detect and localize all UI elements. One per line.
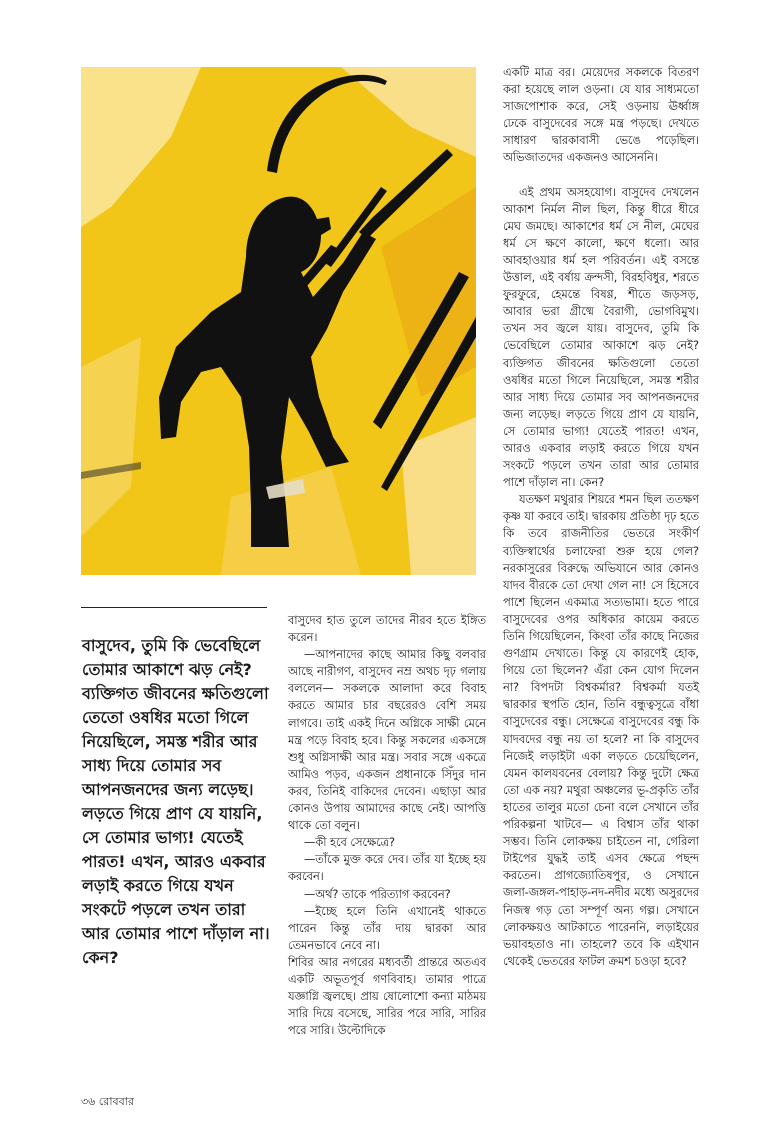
- paragraph: —তাঁকে মুক্ত করে দেব। তাঁর যা ইচ্ছে হয় করবেন।: [288, 853, 486, 884]
- paragraph: —কী হবে সেক্ষেত্রে?: [304, 836, 395, 850]
- pull-quote: বাসুদেব, তুমি কি ভেবেছিলে তোমার আকাশে ঝড় নেই? ব্যক্তিগত জীবনের ক্ষতিগুলো তেতো ওষধির মতো গিলে নিয়েছিলে, সমস্ত শরীর আর সাধ্য দিয়ে তোমার সব আপনজনদের জন্য লড়েছ। লড়তে গিয়ে প্রাণ যে যায়নি, সে তোমার ভাগ্য! যেতেই পারত! এখন, আরও একবার লড়াই করতে গিয়ে যখন সংকটে পড়লে তখন তারা আর তোমার পাশে দাঁড়াল না। কেন?: [82, 636, 270, 967]
- paragraph: —আপনাদের কাছে আমার কিছু বলবার আছে নারীগণ, বাসুদেব নম্র অথচ দৃঢ় গলায় বললেন— সকলকে আলাদা করে বিবাহ করতে আমার চার বছরেরও বেশি সময় লাগবে। তাই একই দিনে অগ্নিকে সাক্ষী মেনে মন্ত্র পড়ে বিবাহ হবে। কিন্তু সকলের একসঙ্গে শুধু অগ্নিসাক্ষী আর মন্ত্র। সবার সঙ্গে একত্রে আমিও পড়ব, একজন প্রধানাকে সিঁদুর দান করব, তিনিই বাকিদের দেবেন। এছাড়া আর কোনও উপায় আমাদের কাছে নেই। আপত্তি থাকে তো বলুন।: [288, 648, 486, 833]
- page-folio: ৩৬ রোববার: [81, 1095, 134, 1108]
- paragraph: —অর্থ? তাকে পরিত্যাগ করবেন?: [304, 887, 451, 901]
- paragraph: একটি মাত্র বর। মেয়েদের সকলকে বিতরণ করা হয়েছে লাল ওড়না। যে যার সাধ্যমতো সাজপোশাক করে, সেই ওড়নায় ঊর্ধ্বাঙ্গ ঢেকে বাসুদেবের সঙ্গে মন্ত্র পড়ছে। দেখতে সাধারণ দ্বারকাবাসী ভেঙে পড়েছিল। অভিজাতদের একজনও আসেননি।: [503, 66, 699, 165]
- paragraph: যতক্ষণ মথুরার শিয়রে শমন ছিল ততক্ষণ কৃষ্ণ যা করবে তাই। দ্বারকায় প্রতিষ্ঠা দৃঢ় হতে কি তবে রাজনীতির ভেতরে সংকীর্ণ ব্যক্তিস্বার্থের চলাফেরা শুরু হয়ে গেল? নরকাসুরের বিরুদ্ধে অভিযানে আর কোনও যাদব বীরকে তো দেখা গেল না! সে হিসেবে পাশে ছিলেন একমাত্র সত্যভামা। হতে পারে বাসুদেবের ওপর অধিকার কায়েম করতে তিনি গিয়েছিলেন, কিংবা তাঁর কাছে নিজের গুণগ্রাম দেখাতে। কিন্তু যে কারণেই হোক, গিয়ে তো ছিলেন? এঁরা কেন যোগ দিলেন না? বিপদটা বিশ্বকর্মার? বিশ্বকর্মা যতই দ্বারকার স্থপতি হোন, তিনি বন্ধুত্বসূত্রে বাঁধা বাসুদেবের বন্ধু। সেক্ষেত্রে বাসুদেবের বন্ধু কি যাদবদের বন্ধু নয় তা হলে? না কি বাসুদেব নিজেই লড়াইটা একা লড়তে চেয়েছিলেন, যেমন কালযবনের বেলায়? কিন্তু দুটো ক্ষেত্র তো এক নয়? মথুরা অঞ্চলের ভূ-প্রকৃতি তাঁর হাতের তালুর মতো চেনা বলে সেখানে তাঁর পরিকল্পনা খাটবে— এ বিশ্বাস তাঁর থাকা সম্ভব। তিনি লোকক্ষয় চাইতেন না, গেরিলা টাইপের যুদ্ধই তাই এসব ক্ষেত্রে পছন্দ করতেন। প্রাগজ্যোতিষপুর, ও সেখানে জলা-জঙ্গল-পাহাড়-নদ-নদীর মধ্যে অসুরদের নিজস্ব গড় তো সম্পূর্ণ অন্য গল্প। সেখানে লোকক্ষয়ও আটকাতে পারেননি, লড়াইয়ের ভয়াবহতাও না। তাহলে? তবে কি এইখান থেকেই ভেতরের ফাটল ক্রমশ চওড়া হবে?: [503, 493, 699, 968]
- paragraph: —ইচ্ছে হলে তিনি এখানেই থাকতে পারেন কিন্তু তাঁর দায় দ্বারকা আর তেমনভাবে নেবে না।: [288, 904, 486, 952]
- paragraph: এই প্রথম অসহযোগ। বাসুদেব দেখলেন আকাশ নির্মল নীল ছিল, কিন্তু ধীরে ধীরে মেঘ জমছে। আকাশের ধর্ম সে নীল, মেঘের ধর্ম সে ক্ষণে কালো, ক্ষণে ধলো। আর আবহাওয়ার ধর্ম হল পরিবর্তন। এই বসন্তে উত্তাল, এই বর্ষায় ক্রন্দসী, বিরহবিধুর, শরতে ফুরফুরে, হেমন্তে বিষণ্ণ, শীতে জড়সড়, আবার ভরা গ্রীষ্মে বৈরাগী, ভোগবিমুখ। তখন সব জ্বলে যায়। বাসুদেব, তুমি কি ভেবেছিলে তোমার আকাশে ঝড় নেই? ব্যক্তিগত জীবনের ক্ষতিগুলো তেতো ওষধির মতো গিলে নিয়েছিলে, সমস্ত শরীর আর সাধ্য দিয়ে তোমার সব আপনজনদের জন্য লড়েছ। লড়তে গিয়ে প্রাণ যে যায়নি, সে তোমার ভাগ্য! যেতেই পারত! এখন, আরও একবার লড়াই করতে গিয়ে যখন সংকটে পড়লে তখন তারা আর তোমার পাশে দাঁড়াল না। কেন?: [503, 185, 699, 490]
- article-column-middle: [288, 612, 486, 1039]
- silhouette-illustration: [81, 67, 476, 575]
- pull-quote-rule: [81, 607, 267, 608]
- illustration: [81, 67, 476, 575]
- article-column-right: [503, 64, 699, 970]
- paragraph: বাসুদেব হাত তুলে তাদের নীরব হতে ইঙ্গিত করেন।: [288, 614, 486, 645]
- paragraph: শিবির আর নগরের মধ্যবর্তী প্রান্তরে অতএব একটি অভূতপূর্ব গণবিবাহ। তামার পাত্রে যজ্ঞাগ্নি জ্বলছে। প্রায় ষোলোশো কন্যা মাঠময় সারি দিয়ে বসেছে, সারির পরে সারি, সারির পরে সারি। উল্টোদিকে: [288, 955, 486, 1038]
